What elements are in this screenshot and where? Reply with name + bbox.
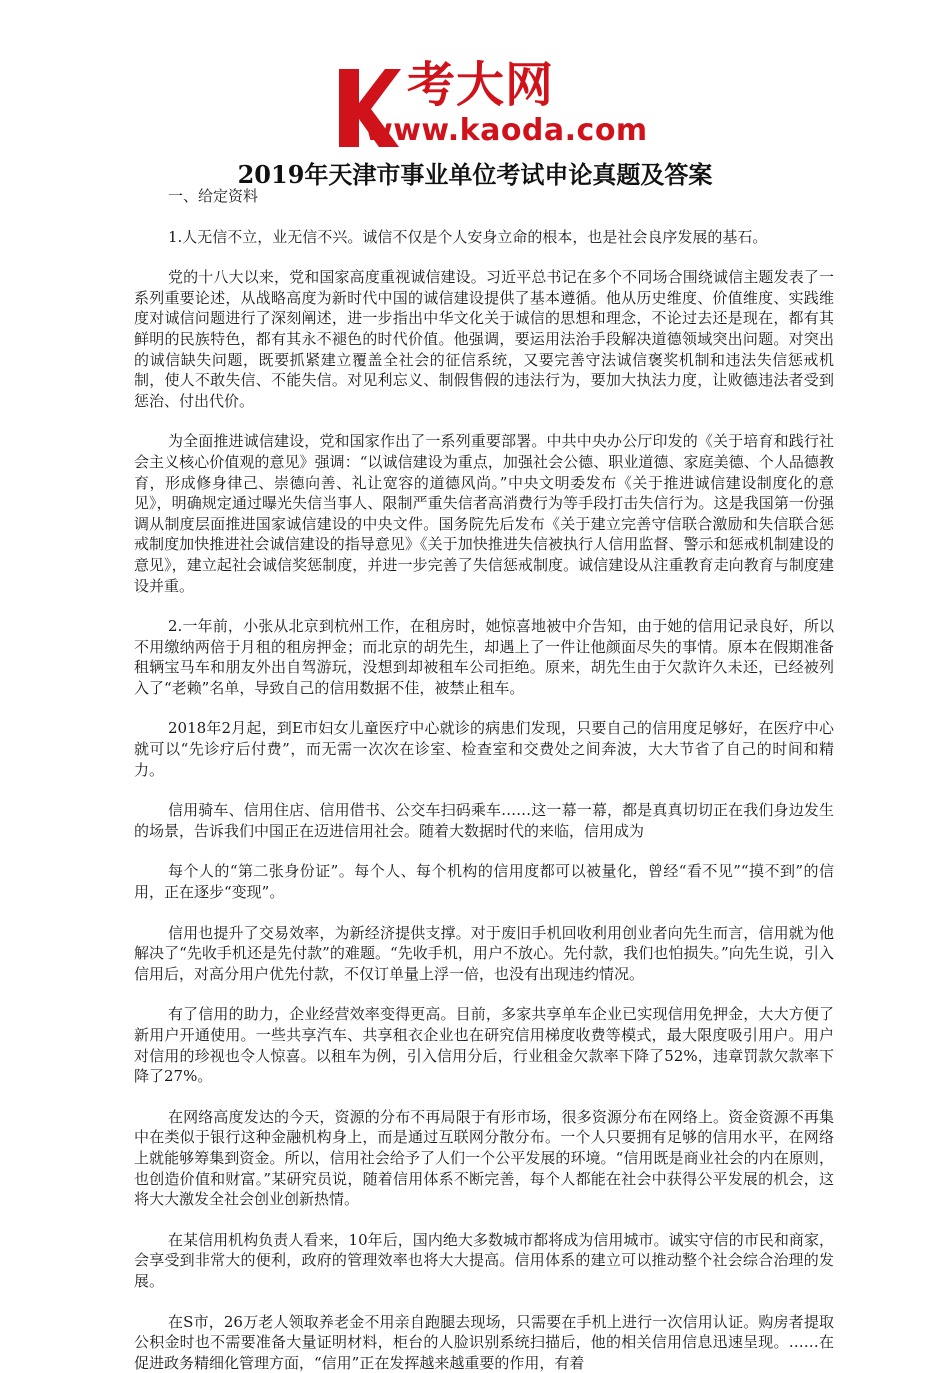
paragraph: 在某信用机构负责人看来，10年后，国内绝大多数城市都将成为信用城市。诚实守信的市民和商家，会享受到非常大的便利，政府的管理效率也将大大提高。信用体系的建立可以推动整个社会综合治理的发展。 bbox=[134, 1230, 834, 1290]
document-body bbox=[134, 186, 834, 1373]
paragraph: 2.一年前，小张从北京到杭州工作，在租房时，她惊喜地被中介告知，由于她的信用记录良好，所以不用缴纳两倍于月租的租房押金；而北京的胡先生，却遇上了一件让他颜面尽失的事情。原本在假期准备租辆宝马车和朋友外出自驾游玩，没想到却被租车公司拒绝。原来，胡先生由于欠款许久未还，已经被列入了“老赖”名单，导致自己的信用数据不佳，被禁止租车。 bbox=[134, 617, 834, 697]
paragraph: 1.人无信不立，业无信不兴。诚信不仅是个人安身立命的根本，也是社会良序发展的基石。 bbox=[168, 227, 768, 246]
paragraph: 信用也提升了交易效率，为新经济提供支撑。对于废旧手机回收利用创业者向先生而言，信用就为他解决了“先收手机还是先付款”的难题。“先收手机，用户不放心。先付款，我们也怕损失。”向先生说，引入信用后，对高分用户优先付款，不仅订单量上浮一倍，也没有出现违约情况。 bbox=[134, 923, 834, 983]
section-heading: 一、给定资料 bbox=[168, 187, 259, 205]
logo-chinese-text: 考大网 bbox=[407, 57, 555, 113]
paragraph: 党的十八大以来，党和国家高度重视诚信建设。习近平总书记在多个不同场合围绕诚信主题发表了一系列重要论述，从战略高度为新时代中国的诚信建设提供了基本遵循。他从历史维度、价值维度、实践维度对诚信问题进行了深刻阐述，进一步指出中华文化关于诚信的思想和理念，不论过去还是现在，都有其鲜明的民族特色，都有其永不褪色的时代价值。他强调，要运用法治手段解决道德领域突出问题。对突出的诚信缺失问题，既要抓紧建立覆盖全社会的征信系统，又要完善守法诚信褒奖机制和违法失信惩戒机制，使人不敢失信、不能失信。对见利忘义、制假售假的违法行为，要加大执法力度，让败德违法者受到惩治、付出代价。 bbox=[134, 268, 834, 410]
paragraph: 为全面推进诚信建设，党和国家作出了一系列重要部署。中共中央办公厅印发的《关于培育和践行社会主义核心价值观的意见》强调：“以诚信建设为重点，加强社会公德、职业道德、家庭美德、个人品德教育，形成修身律己、崇德向善、礼让宽容的道德风尚。”中央文明委发布《关于推进诚信建设制度化的意见》，明确规定通过曝光失信当事人、限制严重失信者高消费行为等手段打击失信行为。这是我国第一份强调从制度层面推进国家诚信建设的中央文件。国务院先后发布《关于建立完善守信联合激励和失信联合惩戒制度加快推进社会诚信建设的指导意见》《关于加快推进失信被执行人信用监督、警示和惩戒机制建设的意见》，建立起社会诚信奖惩制度，并进一步完善了失信惩戒制度。诚信建设从注重教育走向教育与制度建设并重。 bbox=[134, 432, 834, 595]
logo-url-text: www.kaoda.com bbox=[365, 113, 648, 148]
paragraph: 有了信用的助力，企业经营效率变得更高。目前，多家共享单车企业已实现信用免押金，大大方便了新用户开通使用。一些共享汽车、共享租衣企业也在研究信用梯度收费等模式，最大限度吸引用户。用户对信用的珍视也令人惊喜。以租车为例，引入信用分后，行业租金欠款率下降了52%，违章罚款欠款率下降了27%。 bbox=[134, 1005, 834, 1086]
site-logo bbox=[325, 55, 655, 155]
paragraph: 每个人的“第二张身份证”。每个人、每个机构的信用度都可以被量化，曾经“看不见”“摸不到”的信用，正在逐步“变现”。 bbox=[134, 862, 834, 902]
paragraph: 信用骑车、信用住店、信用借书、公交车扫码乘车……这一幕一幕，都是真真切切正在我们身边发生的场景，告诉我们中国正在迈进信用社会。随着大数据时代的来临，信用成为 bbox=[134, 801, 834, 840]
paragraph: 在网络高度发达的今天，资源的分布不再局限于有形市场，很多资源分布在网络上。资金资源不再集中在类似于银行这种金融机构身上，而是通过互联网分散分布。一个人只要拥有足够的信用水平，在网络上就能够筹集到资金。所以，信用社会给予了人们一个公平发展的环境。“信用既是商业社会的内在原则，也创造价值和财富。”某研究员说，随着信用体系不断完善，每个人都能在社会中获得公平发展的机会，这将大大激发全社会创业创新热情。 bbox=[134, 1107, 834, 1209]
paragraph: 2018年2月起，到E市妇女儿童医疗中心就诊的病患们发现，只要自己的信用度足够好，在医疗中心就可以“先诊疗后付费”，而无需一次次在诊室、检查室和交费处之间奔波，大大节省了自己的时间和精力。 bbox=[134, 719, 834, 779]
page-title: 2019年天津市事业单位考试申论真题及答案 bbox=[237, 160, 713, 189]
paragraph: 在S市，26万老人领取养老金不用亲自跑腿去现场，只需要在手机上进行一次信用认证。购房者提取公积金时也不需要准备大量证明材料，柜台的人脸识别系统扫描后，他的相关信用信息迅速呈现。……在促进政务精细化管理方面，“信用”正在发挥越来越重要的作用，有着 bbox=[134, 1312, 834, 1372]
